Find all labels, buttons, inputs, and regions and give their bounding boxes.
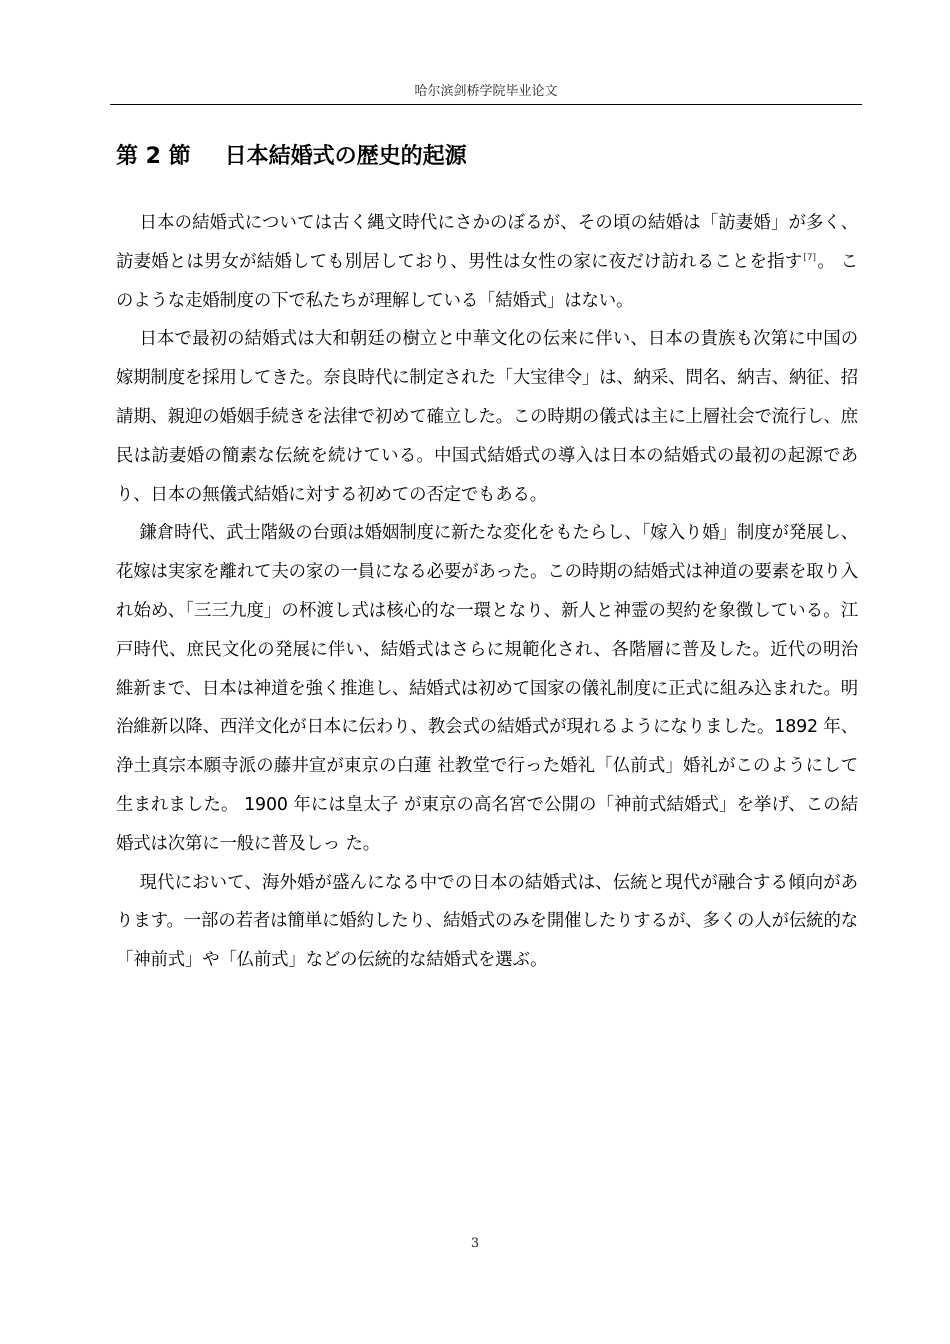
citation-ref: [7] xyxy=(803,252,817,263)
paragraph-2: 日本で最初の結婚式は大和朝廷の樹立と中華文化の伝来に伴い、日本の貴族も次第に中国の嫁期制度を採用してきた。奈良時代に制定された「大宝律令」は、納采、問名、納吉、納征、招請期、親迎の婚姻手続きを法律で初めて確立した。この時期の儀式は主に上層社会で流行し、庶民は訪妻婚の簡素な伝統を続けている。中国式結婚式の導入は日本の結婚式の最初の起源であり、日本の無儀式結婚に対する初めての否定でもある。 xyxy=(116,329,858,505)
paragraph-1-text: 日本の結婚式については古く縄文時代にさかのぼるが、その頃の結婚は「訪妻婚」が多く、訪妻婚とは男女が結婚しても別居しており、男性は女性の家に夜だけ訪れることを指す xyxy=(116,213,858,272)
running-header: 哈尔滨剑桥学院毕业论文 xyxy=(414,84,558,99)
paragraph-1 xyxy=(116,204,858,320)
page-number: 3 xyxy=(470,1236,480,1251)
section-title: 日本結婚式の歴史的起源 xyxy=(224,144,467,169)
section-heading xyxy=(116,140,856,174)
section-number: 第 2 節 xyxy=(116,144,191,169)
paragraph-4: 現代において、海外婚が盛んになる中での日本の結婚式は、伝統と現代が融合する傾向があります。一部の若者は簡単に婚約したり、結婚式のみを開催したりするが、多くの人が伝統的な「神前式」や「仏前式」などの伝統的な結婚式を選ぶ。 xyxy=(116,872,858,971)
paragraph-3: 鎌倉時代、武士階級の台頭は婚姻制度に新たな変化をもたらし、「嫁入り婚」制度が発展し、花嫁は実家を離れて夫の家の一員になる必要があった。この時期の結婚式は神道の要素を取り入れ始め、「三三九度」の杯渡し式は核心的な一環となり、新人と神霊の契約を象徴している。江戸時代、庶民文化の発展に伴い、結婚式はさらに規範化され、各階層に普及した。近代の明治維新まで、日本は神道を強く推進し、結婚式は初めて国家の儀礼制度に正式に組み込まれた。明治維新以降、西洋文化が日本に伝わり、教会式の結婚式が現れるようになりました。1892 年、浄土真宗本願寺派の藤井宣が東京の白蓮 社教堂で行った婚礼「仏前式」婚礼がこのようにして生まれました。 1900 年には皇太子 が東京の高名宮で公開の「神前式結婚式」を挙げ、この結婚式は次第に一般に普及しっ た。 xyxy=(116,523,858,854)
header-rule xyxy=(110,104,862,105)
paragraph-1-text-cont: 。 このような走婚制度の下で私たちが理解している「結婚式」はない。 xyxy=(116,251,858,311)
body-text xyxy=(116,204,858,980)
